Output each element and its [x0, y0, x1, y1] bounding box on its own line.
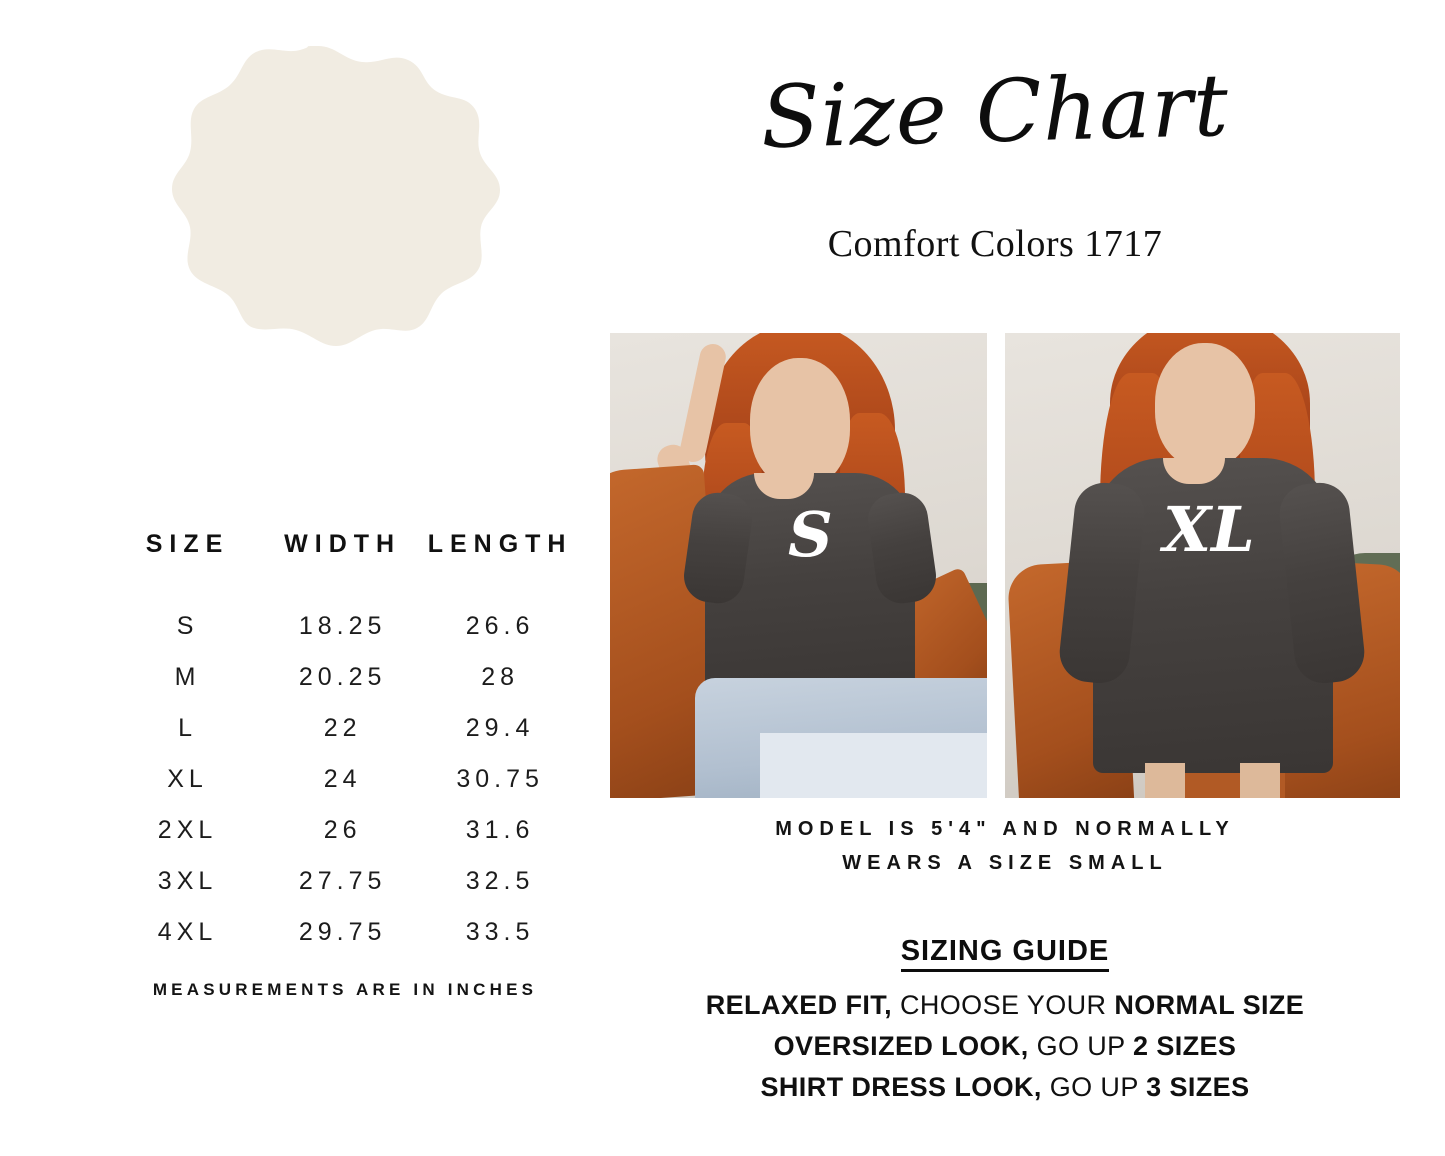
cell-length: 30.75 [456, 765, 544, 793]
model-face [750, 358, 850, 488]
size-table [110, 530, 580, 958]
page-subtitle: Comfort Colors 1717 [827, 223, 1163, 265]
decorative-blob [118, 42, 518, 452]
guide-line-2-strong-start: OVERSIZED LOOK, [773, 1031, 1029, 1061]
cell-size: 2XL [157, 816, 218, 844]
table-row [110, 805, 580, 856]
cell-length: 33.5 [465, 918, 535, 946]
cell-length: 31.6 [465, 816, 535, 844]
photo-size-small [610, 333, 987, 798]
cell-width: 18.25 [298, 612, 387, 640]
photo-size-xl [1005, 333, 1400, 798]
table-row [110, 703, 580, 754]
column-header-width: WIDTH [284, 530, 402, 558]
cell-size: 4XL [157, 918, 218, 946]
cell-width: 22 [323, 714, 362, 742]
table-header-row [110, 530, 580, 601]
table-row [110, 652, 580, 703]
model-face [1155, 343, 1255, 468]
cell-size: XL [167, 765, 208, 793]
column-header-length: LENGTH [427, 530, 573, 558]
cell-size: S [176, 612, 199, 640]
measurements-note: MEASUREMENTS ARE IN INCHES [152, 980, 538, 999]
cell-width: 27.75 [298, 867, 387, 895]
guide-line-1-middle: CHOOSE YOUR [892, 990, 1115, 1020]
right-column [600, 0, 1445, 1156]
cell-width: 29.75 [298, 918, 387, 946]
guide-line-1-strong-end: NORMAL SIZE [1114, 990, 1305, 1020]
model-leg [1145, 763, 1185, 798]
cell-size: 3XL [157, 867, 218, 895]
sizing-guide-line [600, 1026, 1410, 1067]
sizing-guide-lines [600, 985, 1410, 1108]
guide-line-2-strong-end: 2 SIZES [1133, 1031, 1237, 1061]
sizing-guide-title-text: SIZING GUIDE [901, 935, 1110, 972]
guide-line-3-strong-end: 3 SIZES [1146, 1072, 1250, 1102]
guide-line-2-middle: GO UP [1028, 1031, 1133, 1061]
cell-length: 32.5 [465, 867, 535, 895]
model-leg [1240, 763, 1280, 798]
sizing-guide-line [600, 985, 1410, 1026]
cell-size: L [178, 714, 197, 742]
cell-length: 28 [481, 663, 519, 691]
column-header-size: SIZE [145, 530, 230, 558]
model-note-line-1: MODEL IS 5'4" AND NORMALLY [775, 818, 1235, 840]
table-row [110, 907, 580, 958]
sizing-guide-line [600, 1067, 1410, 1108]
model-note-line-2: WEARS A SIZE SMALL [842, 852, 1168, 874]
table-row [110, 754, 580, 805]
model-jeans-highlight [760, 733, 987, 798]
model-photos [610, 333, 1400, 798]
cell-length: 29.4 [465, 714, 535, 742]
table-row [110, 601, 580, 652]
cell-size: M [174, 663, 201, 691]
model-note [600, 812, 1410, 880]
size-table-block [110, 530, 580, 958]
table-row [110, 856, 580, 907]
cell-width: 26 [323, 816, 362, 844]
shirt-letter-xl: XL [1163, 493, 1255, 566]
page-title: Size Chart [759, 55, 1231, 169]
guide-line-1-strong-start: RELAXED FIT, [705, 990, 893, 1020]
shirt-letter-small: S [788, 498, 833, 571]
sizing-guide-title [600, 935, 1410, 968]
cell-length: 26.6 [465, 612, 535, 640]
cell-width: 20.25 [298, 663, 387, 691]
cell-width: 24 [323, 765, 362, 793]
guide-line-3-middle: GO UP [1041, 1072, 1147, 1102]
guide-line-3-strong-start: SHIRT DRESS LOOK, [760, 1072, 1042, 1102]
